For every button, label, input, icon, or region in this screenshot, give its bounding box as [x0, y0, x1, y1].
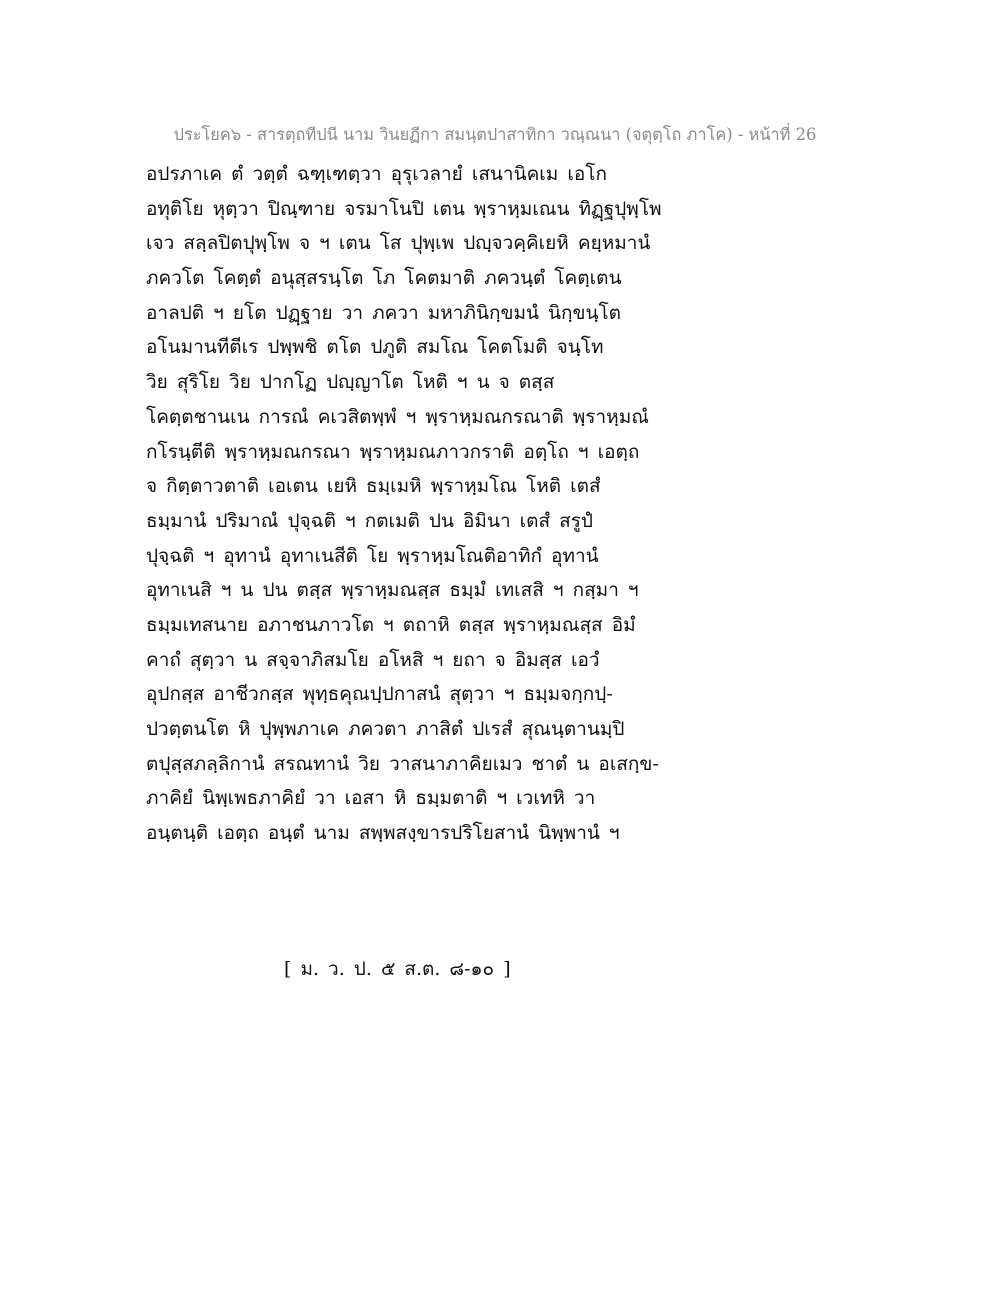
text-line-9: กโรนฺตีติ พฺราหฺมณกรณา พฺราหฺมณภาวกราติ อตฺโถ ฯ เอตฺถ — [146, 440, 640, 463]
text-line-7: วิย สุริโย วิย ปากโฏ ปญฺญาโต โหติ ฯ น จ ตสฺส — [146, 371, 555, 394]
text-line-6: อโนมานทีตีเร ปพฺพชิ ตโต ปภูติ สมโณ โคตโมติ จนฺโท — [146, 336, 604, 359]
text-line-3: เจว สลฺลปิตปุพฺโพ จ ฯ เตน โส ปุพฺเพ ปญฺจวคฺคิเยหิ คยฺหมานํ — [146, 232, 651, 255]
text-line-11: ธมฺมานํ ปริมาณํ ปุจฺฉติ ฯ กตเมติ ปน อิมินา เตสํ สรูปํ — [146, 509, 593, 532]
text-line-20: อนฺตนฺติ เอตฺถ อนฺตํ นาม สพฺพสงฺขารปริโยสานํ นิพฺพานํ ฯ — [146, 822, 620, 845]
text-line-10: จ กิตฺตาวตาติ เอเตน เยหิ ธมฺเมหิ พฺราหฺมโณ โหติ เตสํ — [146, 475, 601, 498]
text-line-2: อทุติโย หุตฺวา ปิณฺฑาย จรมาโนปิ เตน พฺราหฺมเณน ทิฏฺฐปุพฺโพ — [146, 197, 662, 220]
text-line-4: ภควโต โคตฺตํ อนุสฺสรนฺโต โภ โคตมาติ ภควนฺตํ โคตฺเตน — [146, 267, 622, 290]
text-line-14: ธมฺมเทสนาย อภาชนภาวโต ฯ ตถาหิ ตสฺส พฺราหฺมณสฺส อิมํ — [146, 613, 636, 636]
text-line-5: อาลปติ ฯ ยโต ปฏฺฐาย วา ภควา มหาภินิกฺขมนํ นิกฺขนฺโต — [146, 301, 622, 324]
body-text — [146, 157, 846, 851]
text-line-15: คาถํ สุตฺวา น สจฺจาภิสมโย อโหสิ ฯ ยถา จ อิมสฺส เอวํ — [146, 648, 600, 671]
text-line-12: ปุจฺฉติ ฯ อุทานํ อุทาเนสีติ โย พฺราหฺมโณติอาทิกํ อุทานํ — [146, 544, 599, 567]
text-line-17: ปวตฺตนโต หิ ปุพฺพภาเค ภควตา ภาสิตํ ปเรสํ สุณนฺตานมฺปิ — [146, 718, 625, 740]
text-line-13: อุทาเนสิ ฯ น ปน ตสฺส พฺราหฺมณสฺส ธมฺมํ เทเสสิ ฯ กสฺมา ฯ — [146, 579, 639, 602]
text-line-1: อปรภาเค ตํ วตฺตํ ฉฑฺเฑตฺวา อุรุเวลายํ เสนานิคเม เอโก — [146, 163, 607, 185]
text-line-8: โคตฺตชานเน การณํ คเวสิตพฺพํ ฯ พฺราหฺมณกรณาติ พฺราหฺมณํ — [146, 405, 649, 428]
page-header: ประโยค๖ - สารตฺถทีปนี นาม วินยฏีกา สมนฺตปาสาทิกา วณฺณนา (จตุตฺโถ ภาโค) - หน้าที่ 26 — [173, 125, 817, 144]
text-line-19: ภาคิยํ นิพฺเพธภาคิยํ วา เอสา หิ ธมฺมตาติ ฯ เวเทหิ วา — [146, 787, 596, 810]
reference-citation: [ ม. ว. ป. ๕ ส.ต. ๘-๑๐ ] — [284, 958, 511, 980]
text-line-18: ตปุสฺสภลฺลิกานํ สรณทานํ วิย วาสนาภาคิยเมว ชาตํ น อเสกฺข- — [146, 752, 659, 775]
text-line-16: อุปกสฺส อาชีวกสฺส พุทฺธคุณปฺปกาสนํ สุตฺวา ฯ ธมฺมจกฺกปฺ- — [146, 683, 613, 706]
